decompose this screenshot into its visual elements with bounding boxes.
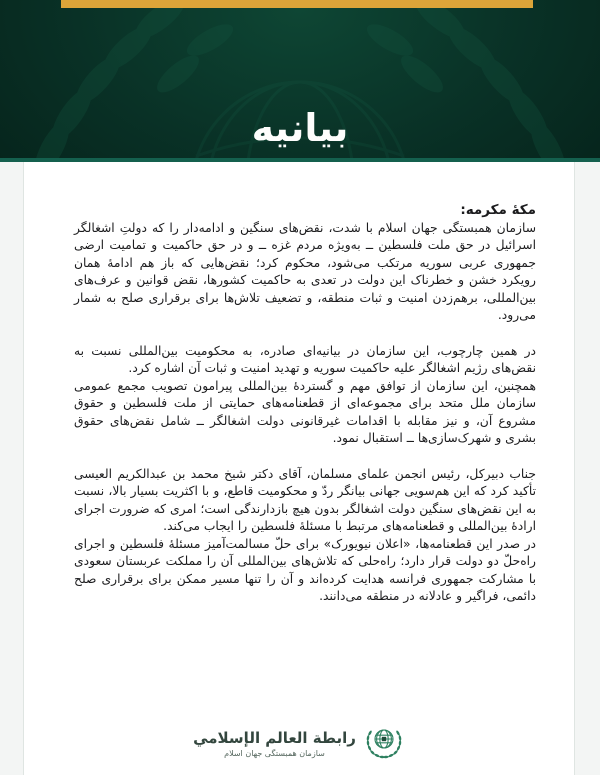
dateline: مکۀ مکرمه:	[460, 202, 536, 218]
org-name-persian: سازمان همبستگی جهان اسلام	[224, 749, 325, 759]
mwl-emblem-icon	[363, 723, 405, 765]
organization-name	[193, 730, 356, 759]
org-name-arabic: رابطة العالم الإسلامي	[193, 728, 356, 747]
statement-body	[24, 162, 574, 606]
gold-accent-bar	[61, 0, 533, 8]
body-paragraph: در همین چارچوب، این سازمان در بیانیه‌ای صادره، به محکومیت بین‌المللی نسبت به نقض‌های رژیم اشغالگر علیه حاکمیت سوریه و تهدید امنیت و ثبات آن اشاره کرد.	[74, 343, 536, 375]
organization-logo	[24, 723, 574, 765]
body-paragraph: سازمان همبستگی جهان اسلام با شدت، نقض‌های سنگین و ادامه‌دار را که دولتِ اشغالگر اسرائیل در حق ملت فلسطین ــ به‌ویژه مردم غزه ــ و در حق حاکمیت و تمامیت ارضی جمهوری عربی سوریه مرتکب می‌شود، محکوم کرد؛ نقض‌هایی که باز هم ادامۀ همان رویکرد خشن و خطرناک این دولت در تعدی به حاکمیت کشورها، نقض قوانین و عرف‌های بین‌المللی، برهم‌زدن امنیت و ثبات منطقه، و تضعیف تلاش‌ها برای برقراری صلح به شمار می‌رود.	[74, 220, 536, 322]
body-paragraph: همچنین، این سازمان از توافق مهم و گستردۀ بین‌المللی پیرامون تصویب مجمع عمومی سازمان ملل متحد برای مجموعه‌ای از قطعنامه‌های حمایتی از ملت فلسطین و حقوق مشروع آن، و نیز مقابله با اقدامات غیرقانونی دولت اشغالگر ــ شامل نقض‌های حقوق بشری و شهرک‌سازی‌ها ــ استقبال نمود.	[74, 378, 536, 445]
body-paragraph: جناب دبیرکل، رئیس انجمن علمای مسلمان، آقای دکتر شیخ محمد بن عبدالکریم العیسی تأکید کرد که این هم‌سویی جهانی بیانگر ردّ و محکومیت قاطع، و با اکثریت بسیار بالا، نسبت به این نقض‌های سنگین دولت اشغالگر بدون هیچ بازدارندگی است؛ امری که ضرورت اجرای ارادۀ بین‌المللی و قطعنامه‌های مرتبط با مسئلۀ فلسطین را ایجاب می‌کند.	[74, 466, 536, 533]
header-banner	[0, 0, 600, 162]
body-paragraph: در صدر این قطعنامه‌ها، «اعلان نیویورک» برای حلّ مسالمت‌آمیز مسئلۀ فلسطین و اجرای راه‌حلّ دو دولت قرار دارد؛ راه‌حلی که تلاش‌های بین‌المللی آن را مملکت عربستان سعودی با مشارکت جمهوری فرانسه هدایت کرده‌اند و آن را تنها مسیر ممکن برای برقراری صلح دائمی، فراگیر و عادلانه در منطقه می‌دانند.	[74, 536, 536, 603]
page-title: بیانیه	[251, 106, 349, 150]
document-page	[23, 162, 575, 775]
